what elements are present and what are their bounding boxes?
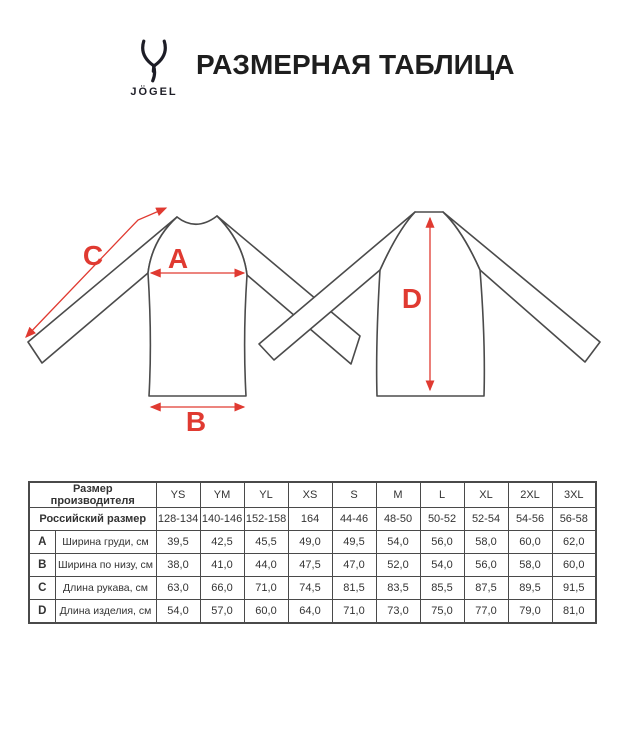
measure-value-cell: 49,0	[288, 531, 332, 554]
measure-value-cell: 54,0	[376, 531, 420, 554]
measure-value-cell: 47,0	[332, 554, 376, 577]
measure-value-cell: 81,5	[332, 577, 376, 600]
measure-value-cell: 44,0	[244, 554, 288, 577]
russian-size-cell: 48-50	[376, 508, 420, 531]
russian-size-cell: 128-134	[156, 508, 200, 531]
measure-value-cell: 63,0	[156, 577, 200, 600]
russian-size-cell: 44-46	[332, 508, 376, 531]
measure-value-cell: 71,0	[244, 577, 288, 600]
measure-value-cell: 39,5	[156, 531, 200, 554]
measure-value-cell: 41,0	[200, 554, 244, 577]
size-header-cell: 3XL	[552, 482, 596, 508]
russian-size-cell: 52-54	[464, 508, 508, 531]
size-header-cell: S	[332, 482, 376, 508]
measure-value-cell: 79,0	[508, 600, 552, 624]
russian-size-cell: 54-56	[508, 508, 552, 531]
russian-size-cell: 50-52	[420, 508, 464, 531]
measure-value-cell: 58,0	[464, 531, 508, 554]
measurement-row-D	[29, 600, 596, 624]
measure-letter-cell: A	[29, 531, 55, 554]
measure-value-cell: 56,0	[420, 531, 464, 554]
front-shirt-body	[148, 216, 247, 396]
measure-value-cell: 52,0	[376, 554, 420, 577]
measure-value-cell: 54,0	[420, 554, 464, 577]
measure-letter-cell: C	[29, 577, 55, 600]
measure-description-cell: Ширина по низу, см	[55, 554, 156, 577]
measure-value-cell: 42,5	[200, 531, 244, 554]
size-header-cell: XL	[464, 482, 508, 508]
page-title: РАЗМЕРНАЯ ТАБЛИЦА	[196, 49, 515, 80]
measure-value-cell: 74,5	[288, 577, 332, 600]
russian-size-cell: 56-58	[552, 508, 596, 531]
measure-value-cell: 66,0	[200, 577, 244, 600]
garment-measurement-diagram	[0, 180, 624, 470]
measure-value-cell: 49,5	[332, 531, 376, 554]
measure-value-cell: 73,0	[376, 600, 420, 624]
measure-description-cell: Длина рукава, см	[55, 577, 156, 600]
russian-size-cell: 164	[288, 508, 332, 531]
measure-value-cell: 91,5	[552, 577, 596, 600]
measure-value-cell: 47,5	[288, 554, 332, 577]
measure-value-cell: 75,0	[420, 600, 464, 624]
measure-value-cell: 62,0	[552, 531, 596, 554]
measure-description-cell: Ширина груди, см	[55, 531, 156, 554]
measure-value-cell: 64,0	[288, 600, 332, 624]
size-header-cell: YM	[200, 482, 244, 508]
measure-value-cell: 77,0	[464, 600, 508, 624]
manufacturer-size-row	[29, 482, 596, 508]
measurement-row-C	[29, 577, 596, 600]
measure-value-cell: 89,5	[508, 577, 552, 600]
size-header-cell: L	[420, 482, 464, 508]
measure-value-cell: 87,5	[464, 577, 508, 600]
measure-label-C: C	[82, 240, 104, 271]
jogel-logo-wordmark: JÖGEL	[130, 86, 178, 98]
measurement-row-B	[29, 554, 596, 577]
measure-value-cell: 60,0	[508, 531, 552, 554]
measure-letter-cell: D	[29, 600, 55, 624]
size-table	[28, 481, 597, 624]
measure-letter-cell: B	[29, 554, 55, 577]
size-header-cell: XS	[288, 482, 332, 508]
measure-value-cell: 45,5	[244, 531, 288, 554]
measure-label-B: B	[185, 406, 207, 437]
manufacturer-size-row-label: Размер производителя	[29, 482, 156, 508]
size-header-cell: M	[376, 482, 420, 508]
measure-value-cell: 81,0	[552, 600, 596, 624]
measure-value-cell: 60,0	[552, 554, 596, 577]
measure-value-cell: 38,0	[156, 554, 200, 577]
measure-value-cell: 71,0	[332, 600, 376, 624]
measure-value-cell: 83,5	[376, 577, 420, 600]
russian-size-row-label: Российский размер	[29, 508, 156, 531]
russian-size-cell: 140-146	[200, 508, 244, 531]
measure-label-D: D	[401, 283, 423, 314]
measure-label-A: A	[167, 243, 189, 274]
russian-size-row	[29, 508, 596, 531]
measure-value-cell: 56,0	[464, 554, 508, 577]
measure-value-cell: 58,0	[508, 554, 552, 577]
size-header-cell: YS	[156, 482, 200, 508]
measure-value-cell: 54,0	[156, 600, 200, 624]
size-header-cell: YL	[244, 482, 288, 508]
size-header-cell: 2XL	[508, 482, 552, 508]
russian-size-cell: 152-158	[244, 508, 288, 531]
measure-value-cell: 60,0	[244, 600, 288, 624]
measure-value-cell: 57,0	[200, 600, 244, 624]
measure-description-cell: Длина изделия, см	[55, 600, 156, 624]
measurement-row-A	[29, 531, 596, 554]
measure-value-cell: 85,5	[420, 577, 464, 600]
jogel-logo-icon	[138, 39, 170, 83]
